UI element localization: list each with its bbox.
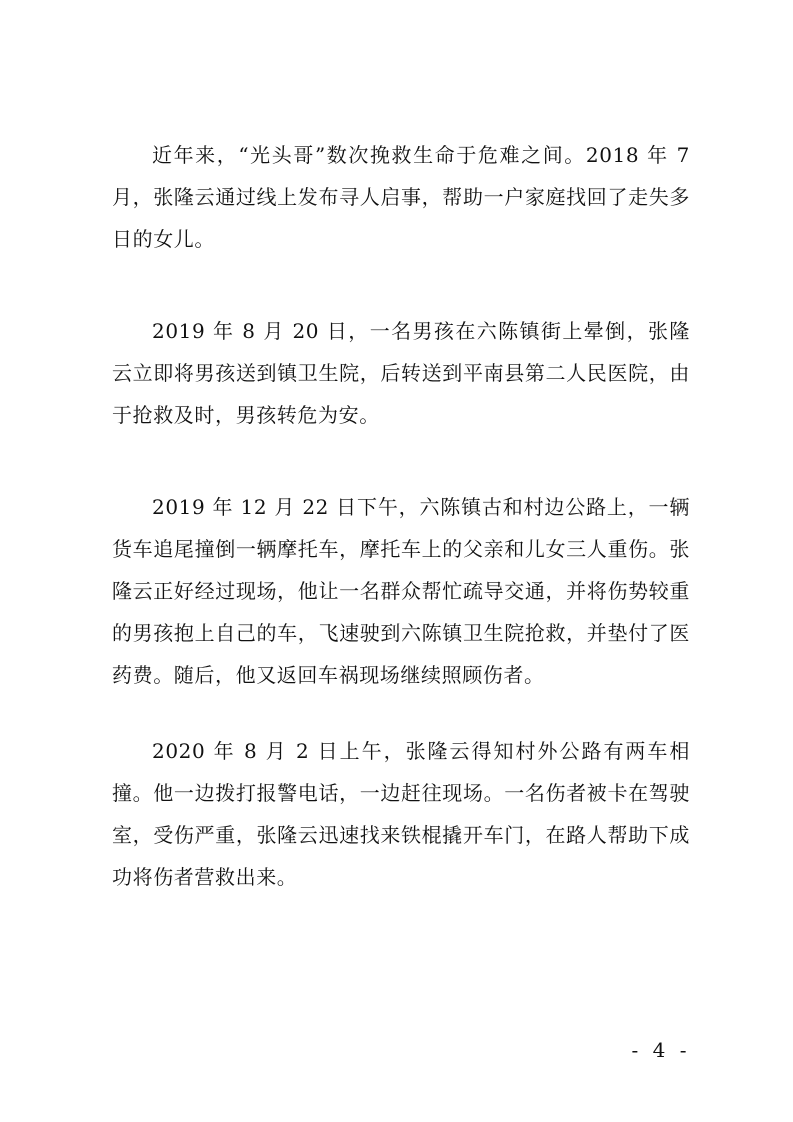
paragraph-2019-december: 2019 年 12 月 22 日下午，六陈镇古和村边公路上，一辆货车追尾撞倒一辆摩托车，摩托车上的父亲和儿女三人重伤。张隆云正好经过现场，他让一名群众帮忙疏导交通，并将伤势较重的男孩抱上自己的车，飞速驶到六陈镇卫生院抢救，并垫付了医药费。随后，他又返回车祸现场继续照顾伤者。	[112, 495, 690, 687]
paragraph-2019-august: 2019 年 8 月 20 日，一名男孩在六陈镇街上晕倒，张隆云立即将男孩送到镇卫生院，后转送到平南县第二人民医院，由于抢救及时，男孩转危为安。	[112, 319, 690, 427]
paragraph-rescue-overview: 近年来，“光头哥”数次挽救生命于危难之间。2018 年 7 月，张隆云通过线上发布寻人启事，帮助一户家庭找回了走失多日的女儿。	[112, 143, 690, 251]
paragraph-2020-august: 2020 年 8 月 2 日上午，张隆云得知村外公路有两车相撞。他一边拨打报警电话，一边赶往现场。一名伤者被卡在驾驶室，受伤严重，张隆云迅速找来铁棍撬开车门，在路人帮助下成功将伤者营救出来。	[112, 739, 690, 889]
page-number: - 4 -	[631, 1038, 691, 1062]
